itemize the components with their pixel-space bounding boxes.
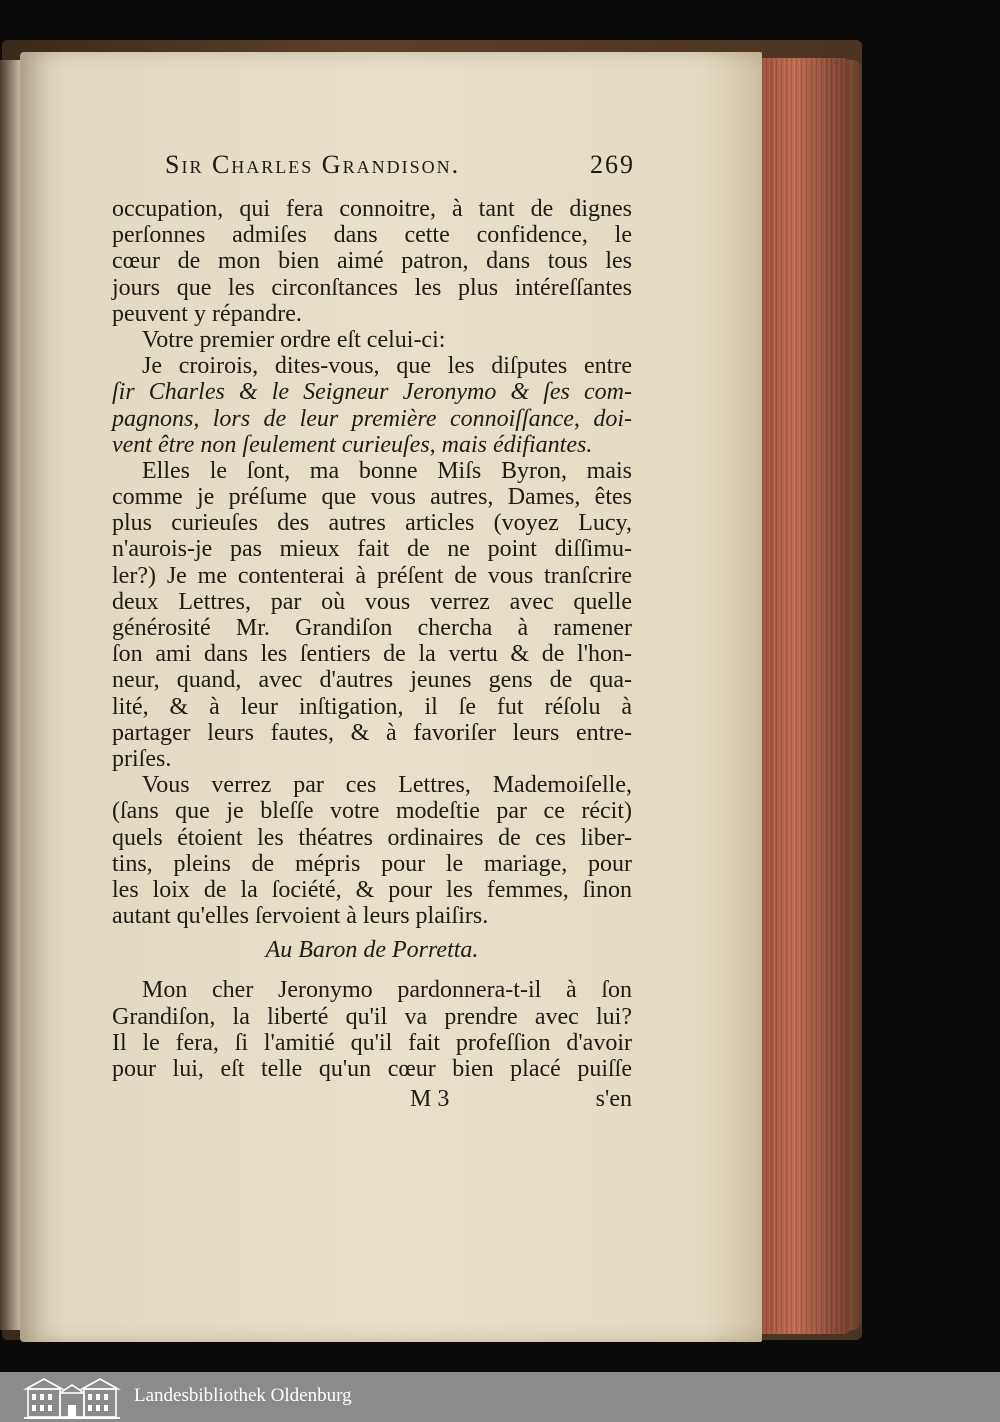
text-line: autant qu'elles ſervoient à leurs plaiſirs. xyxy=(112,903,489,930)
text-line: Elles le ſont, ma bonne Miſs Byron, mais xyxy=(142,457,632,484)
library-name: Landesbibliothek Oldenburg xyxy=(134,1385,352,1406)
facing-page-edge xyxy=(0,60,22,1330)
text-line: n'aurois-je pas mieux fait de ne point diſſimu- xyxy=(112,536,632,563)
text-line: partager leurs fautes, & à favoriſer leurs entre- xyxy=(112,719,632,746)
text-line: jours que les circonſtances les plus intéreſſantes xyxy=(112,274,632,301)
text-line: Il le fera, ſi l'amitié qu'il fait profeſſion d'avoir xyxy=(112,1029,632,1056)
letter-heading: Au Baron de Porretta. xyxy=(265,937,479,964)
text-line: neur, quand, avec d'autres jeunes gens de qua- xyxy=(112,667,632,694)
text-line: générosité Mr. Grandiſon chercha à ramener xyxy=(112,615,632,641)
library-building-icon xyxy=(22,1375,122,1419)
page-text xyxy=(112,196,632,1116)
page-footer-marks xyxy=(112,1086,632,1116)
text-line: vent être non ſeulement curieuſes, mais édifiantes. xyxy=(112,431,593,458)
catchword: s'en xyxy=(595,1086,632,1113)
running-title: Sir Charles Grandison. xyxy=(165,150,461,179)
text-line: Votre premier ordre eſt celui-ci: xyxy=(142,326,446,353)
text-line: tins, pleins de mépris pour le mariage, pour xyxy=(112,850,632,877)
text-line: lité, & à leur inſtigation, il ſe fut réſolu à xyxy=(112,693,632,720)
text-line: ler?) Je me contenterai à préſent de vous tranſcrire xyxy=(112,562,632,589)
page-number: 269 xyxy=(590,150,635,179)
text-line: cœur de mon bien aimé patron, dans tous les xyxy=(112,248,632,275)
text-line: deux Lettres, par où vous verrez avec quelle xyxy=(112,588,632,615)
text-line: Je croirois, dites-vous, que les diſputes entre xyxy=(142,353,632,380)
text-block-1 xyxy=(112,196,632,929)
text-line: quels étoient les théatres ordinaires de ces liber- xyxy=(112,824,632,851)
text-line: ſon ami dans les ſentiers de la vertu & de l'hon- xyxy=(112,641,632,668)
text-line: plus curieuſes des autres articles (voyez Lucy, xyxy=(112,510,632,537)
text-line: occupation, qui fera connoitre, à tant de dignes xyxy=(112,196,632,222)
text-line: comme je préſume que vous autres, Dames, êtes xyxy=(112,484,632,511)
library-footer-bar xyxy=(0,1372,1000,1422)
text-line: perſonnes admiſes dans cette confidence, le xyxy=(112,222,632,249)
text-line: pour lui, eſt telle qu'un cœur bien placé puiſſe xyxy=(112,1056,632,1082)
text-line: Vous verrez par ces Lettres, Mademoiſelle, xyxy=(142,772,632,799)
signature-mark: M 3 xyxy=(410,1086,450,1113)
text-line: (ſans que je bleſſe votre modeſtie par ce récit) xyxy=(112,798,632,825)
text-line: les loix de la ſociété, & pour les femmes, ſinon xyxy=(112,876,632,903)
text-line: peuvent y répandre. xyxy=(112,300,302,327)
text-line: Grandiſon, la liberté qu'il va prendre avec lui? xyxy=(112,1003,632,1030)
text-line: pagnons, lors de leur première connoiſſance, doi- xyxy=(112,405,632,432)
text-line: priſes. xyxy=(112,745,172,772)
running-head xyxy=(165,150,635,190)
text-block-2 xyxy=(112,977,632,1082)
text-line: ſir Charles & le Seigneur Jeronymo & ſes com- xyxy=(112,379,632,406)
text-line: Mon cher Jeronymo pardonnera-t-il à ſon xyxy=(142,977,632,1004)
